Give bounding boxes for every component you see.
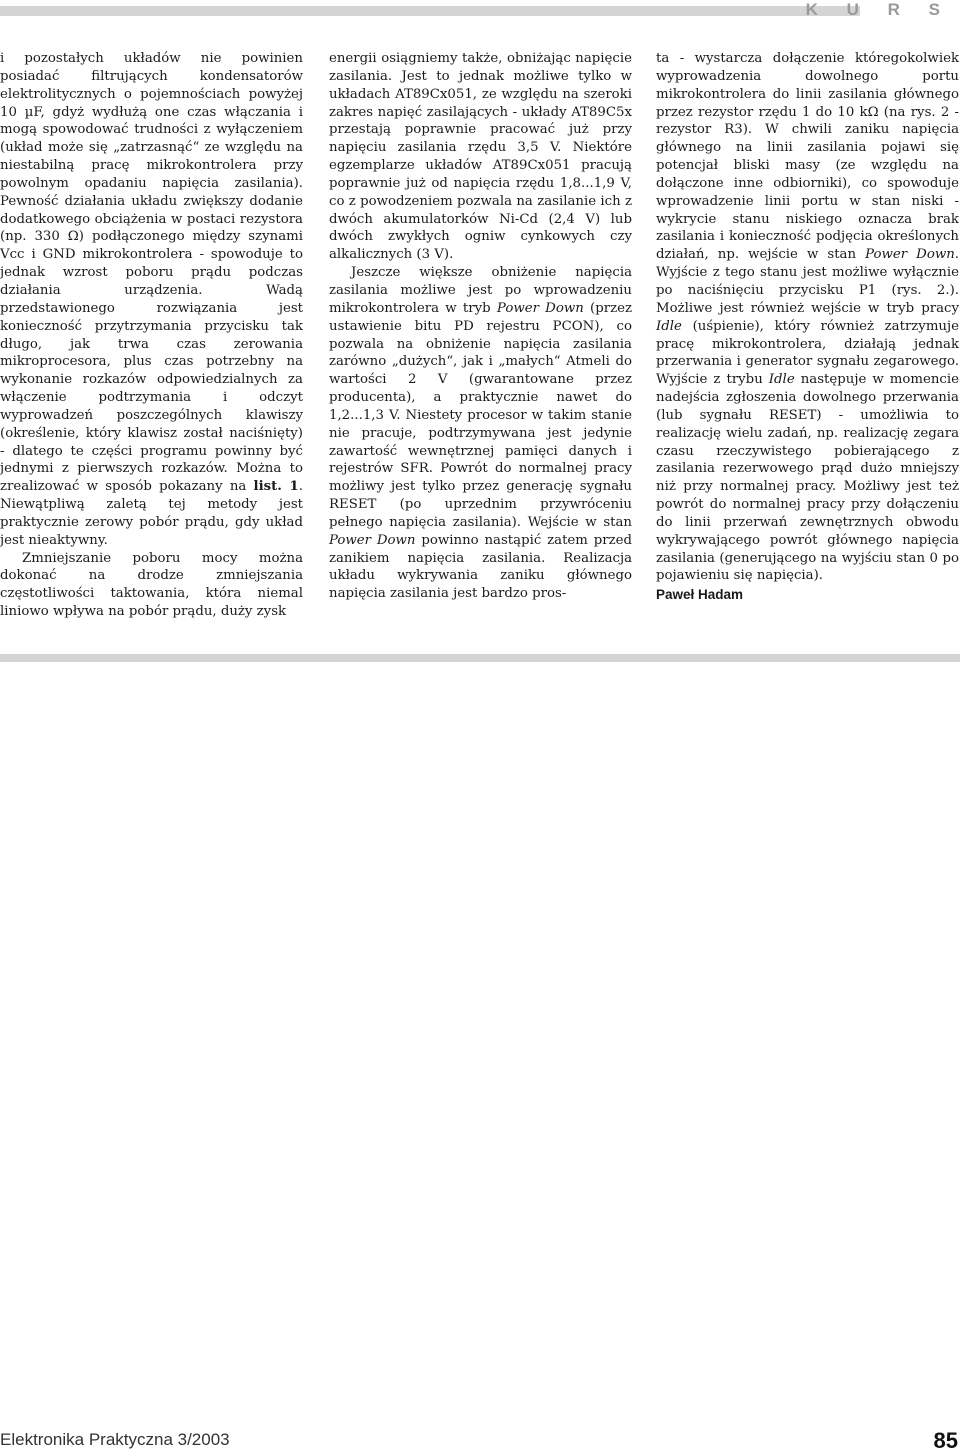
column-3 [656,50,959,604]
listing-reference: list. 1 [253,479,299,495]
paragraph-text: następuje w momencie nadejścia zgłoszenia dowolnego przerwania (lub sygnału RESET) - umożliwia to realizację wielu zadań, np. realizację zegara czasu rzeczywistego pobierającego z zasilania rezerwowego prąd dużo mniejszy niż przy normalnej pracy. Możliwy jest też powrót do normalnej pracy przy dołączeniu do linii przerwań zewnętrznych obwodu wykrywającego powrót głównego napięcia zasilania (generującego na wyjściu stan 0 po pojawieniu się napięcia). [656,372,959,584]
column-1 [0,50,303,621]
paragraph-text: i pozostałych układów nie powinien posiadać filtrujących kondensatorów elektrolitycznych o pojemnościach powyżej 10 µF, gdyż wydłużą one czas włączania i mogą spowodować trudności z wyłączeniem (układ może się „zatrzasnąć“ ze względu na niestabilną pracę mikrokontrolera przy powolnym opadaniu napięcia zasilania). Pewność działania układu zwiększy dodanie dodatkowego obciążenia w postaci rezystora (np. 330 Ω) podłączonego między szynami Vcc i GND mikrokontrolera - spowoduje to jednak wzrost poboru prądu podczas działania urządzenia. Wadą przedstawionego rozwiązania jest konieczność przytrzymania przycisku tak długo, jak trwa czas zerowania mikroprocesora, plus czas potrzebny na wykonanie rozkazów odpowiedzialnych za włączenie podtrzymania i odczyt wyprowadzeń poszczególnych klawiszy (określenie, który klawisz został naciśnięty) - dlatego te części programu powinny być jednymi z pierwszych rozkazów. Można to zrealizować w sposób pokazany na [0,51,303,495]
emphasis: Idle [768,372,795,388]
paragraph-text: (uśpienie), który również zatrzymuje pracę mikrokontrolera, działają jednak przerwania i generator sygnału zegarowego. Wyjście z trybu [656,318,959,388]
separator-bar [0,654,960,662]
page-number: 85 [933,1428,958,1453]
paragraph-text: Jeszcze większe obniżenie napięcia zasilania możliwe jest po wprowadzeniu mikrokontrolera w tryb [329,265,632,316]
paragraph [0,50,303,550]
paragraph [656,50,959,585]
paragraph-text: powinno nastąpić zatem przed zanikiem napięcia zasilania. Realizacja układu wykrywania zaniku głównego napięcia zasilania jest bardzo pros- [329,532,633,602]
paragraph-text: . Niewątpliwą zaletą tej metody jest praktycznie zerowy pobór prądu, gdy układ jest nieaktywny. [0,479,304,548]
emphasis: Power Down [865,247,955,263]
paragraph [329,264,632,603]
emphasis: Power Down [496,300,584,316]
paragraph-text: (przez ustawienie bitu PD rejestru PCON), co pozwala na obniżenie napięcia zasilania zarówno „dużych“, jak i „małych“ Atmeli do wartości 2 V (gwarantowane przez producenta), a praktycznie nawet do 1,2...1,3 V. Niestety procesor w takim stanie nie pracuje, podtrzymywana jest jedynie zawartość wewnętrznej pamięci danych i rejestrów SFR. Powrót do normalnej pracy możliwy jest tylko przez generację sygnału RESET (po uprzednim przywróceniu pełnego napięcia zasilania). Wejście w stan [329,300,632,530]
paragraph-text: . Wyjście z tego stanu jest możliwe wyłącznie po naciśnięciu przycisku P1 (rys. 2.). Możliwe jest również wejście w tryb pracy [656,247,960,316]
paragraph-text: ta - wystarcza dołączenie któregokolwiek wyprowadzenia dowolnego portu mikrokontrolera do linii zasilania głównego przez rezystor rzędu 1 do 10 kΩ (na rys. 2 - rezystor R3). W chwili zaniku napięcia głównego na linii zasilania pojawi się potencjał bliski masy (ze względu na dołączone inne odbiorniki), co spowoduje wprowadzenie linii portu w stan niski - wykrycie stanu niskiego oznacza brak zasilania i konieczność podjęcia określonych działań, np. wejście w stan [656,51,959,263]
author-name: Paweł Hadam [656,587,744,603]
emphasis: Power Down [329,532,416,548]
magazine-issue: Elektronika Praktyczna 3/2003 [0,1430,230,1449]
emphasis: Idle [656,318,682,334]
paragraph: energii osiągniemy także, obniżając napięcie zasilania. Jest to jednak możliwe tylko w układach AT89Cx051, ze względu na szeroki zakres napięć zasilających - układy AT89C5x przestają poprawnie pracować już przy napięciu zasilania rzędu 3,5 V. Niektóre egzemplarze układów AT89Cx051 pracują poprawnie już od napięcia rzędu 1,8...1,9 V, co z powodzeniem pozwala na zasilanie ich z dwóch akumulatorków Ni-Cd (2,4 V) lub dwóch zwykłych ogniw cynkowych czy alkalicznych (3 V). [329,51,632,263]
section-label: K U R S [805,0,952,19]
column-2 [329,50,632,603]
header-bar [0,6,860,16]
paragraph: Zmniejszanie poboru mocy można dokonać na drodze zmniejszania częstotliwości taktowania, która niemal liniowo wpływa na pobór prądu, duży zysk [0,550,303,620]
